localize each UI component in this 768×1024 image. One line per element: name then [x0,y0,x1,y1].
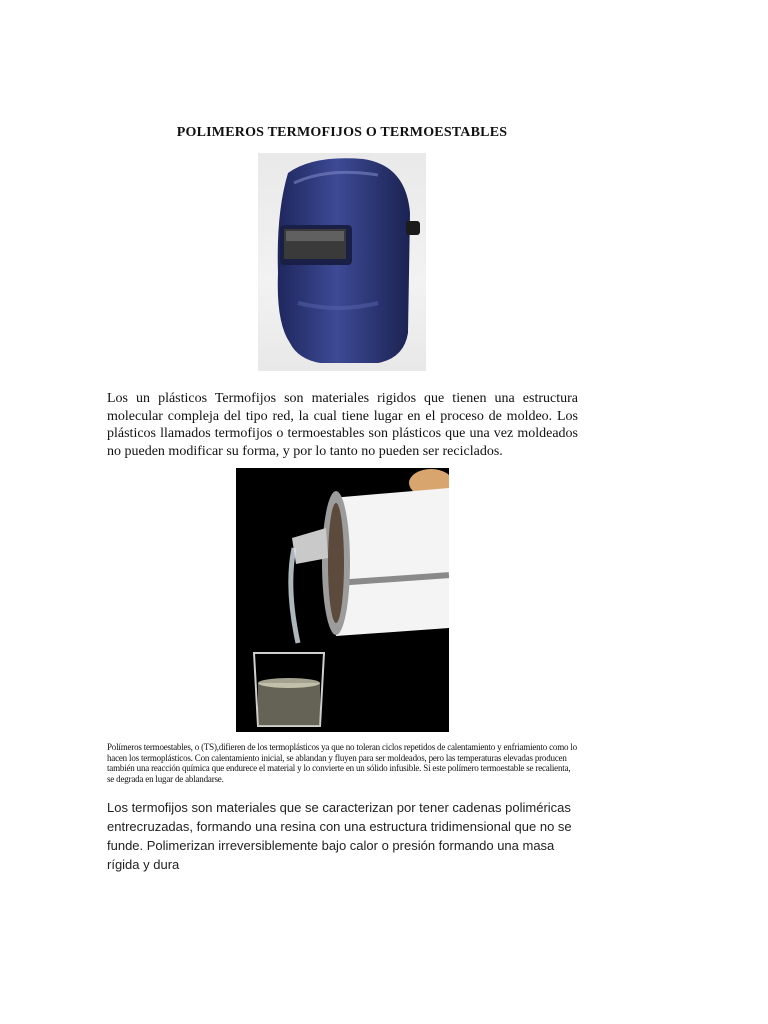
intro-paragraph: Los un plásticos Termofijos son materiales rigidos que tienen una estructura molecular compleja del tipo red, la cual tiene lugar en el proceso de moldeo. Los plásticos llamados termofijos o termoestables son plásticos que una vez moldeados no pueden modificar su forma, y por lo tanto no pueden ser reciclados. [107,391,578,459]
welding-helmet-image [258,153,426,371]
image-caption: Polímeros termoestables, o (TS),difieren de los termoplásticos ya que no toleran ciclos repetidos de calentamiento y enfriamiento como lo hacen los termoplásticos. Con calentamiento inicial, se ablandan y fluyen para ser moldeados, pero las temperaturas elevadas producen también una reacción química que endurece el material y lo convierte en un sólido infusible. Si este polímero termoestable se recalienta, se degrada en lugar de ablandarse. [107,742,577,784]
document-title: POLIMEROS TERMOFIJOS O TERMOESTABLES [176,125,508,140]
closing-paragraph: Los termofijos son materiales que se caracterizan por tener cadenas poliméricas entrecruzadas, formando una resina con una estructura tridimensional que no se funde. Polimerizan irreversiblemente bajo calor o presión formando una masa rígida y dura [107,800,572,872]
resin-pouring-image [236,468,449,732]
